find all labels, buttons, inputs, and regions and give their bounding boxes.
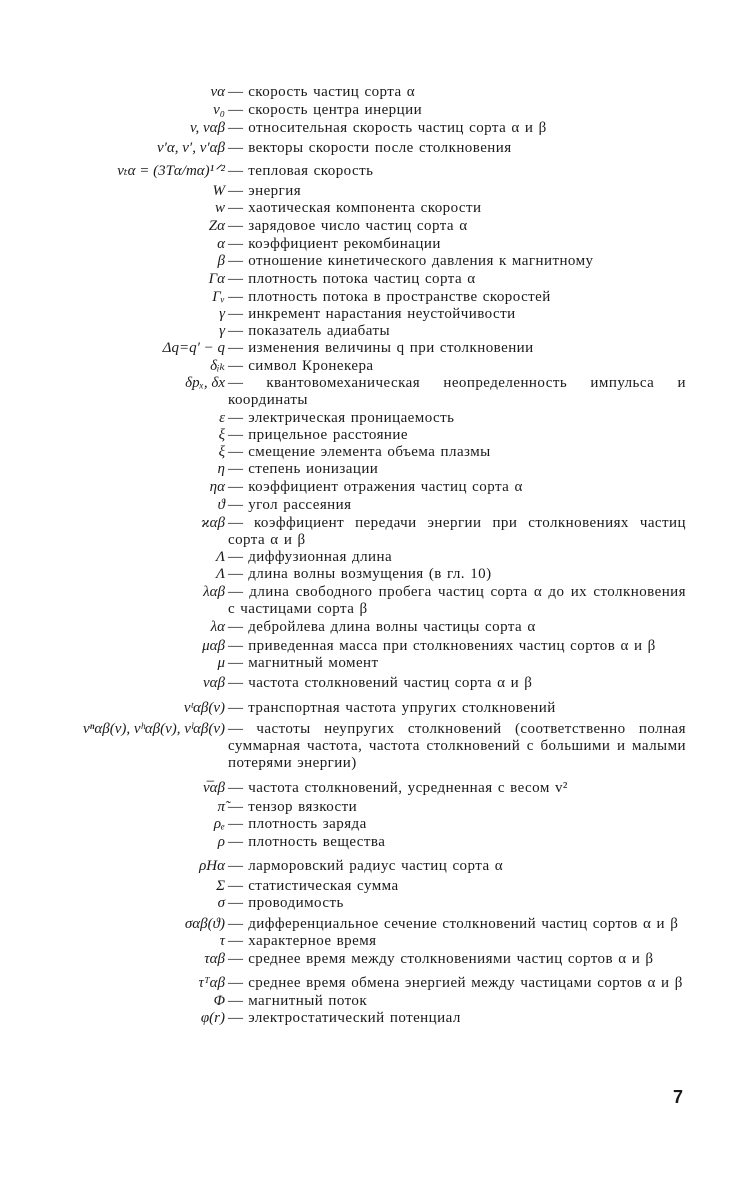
- notation-text: ларморовский радиус частиц сорта α: [248, 858, 504, 874]
- notation-symbol: μαβ: [202, 638, 225, 654]
- notation-description: [228, 619, 686, 636]
- notation-text: магнитный поток: [248, 993, 368, 1009]
- notation-symbol: vₜα = (3Tα/mα)¹ᐟ²: [117, 163, 225, 179]
- notation-description: [228, 236, 686, 253]
- notation-text: электрическая проницаемость: [248, 410, 455, 426]
- notation-entry: [0, 306, 756, 323]
- notation-text: магнитный момент: [248, 655, 379, 671]
- dash: —: [228, 858, 243, 874]
- notation-text: статистическая сумма: [248, 878, 399, 894]
- notation-entry: [0, 816, 756, 833]
- notation-symbol: γ: [219, 306, 225, 322]
- notation-description: [228, 895, 686, 912]
- notation-description: [228, 933, 686, 950]
- dash: —: [228, 479, 243, 495]
- dash: —: [228, 410, 243, 426]
- dash: —: [228, 218, 243, 234]
- dash: —: [228, 289, 243, 305]
- notation-text: изменения величины q при столкновении: [248, 340, 534, 356]
- notation-entry: [0, 120, 756, 137]
- dash: —: [228, 584, 243, 600]
- dash: —: [228, 253, 243, 269]
- notation-symbol: δᵢₖ: [210, 358, 225, 374]
- notation-text: скорость центра инерции: [248, 102, 423, 118]
- dash: —: [228, 951, 243, 967]
- dash: —: [228, 497, 243, 513]
- notation-description: [228, 358, 686, 375]
- notation-entry: [0, 102, 756, 119]
- notation-description: [228, 102, 686, 119]
- notation-text: векторы скорости после столкновения: [248, 140, 512, 156]
- notation-symbol: ϑ: [217, 497, 225, 513]
- notation-text: хаотическая компонента скорости: [248, 200, 482, 216]
- dash: —: [228, 933, 243, 949]
- dash: —: [228, 780, 243, 796]
- notation-symbol: vα: [210, 84, 225, 100]
- notation-text: частота столкновений, усредненная с весом v²: [248, 780, 568, 796]
- dash: —: [228, 975, 243, 991]
- notation-description: [228, 515, 686, 549]
- notation-entry: [0, 163, 756, 180]
- dash: —: [228, 102, 243, 118]
- notation-entry: [0, 638, 756, 655]
- notation-symbol: v, vαβ: [189, 120, 225, 136]
- notation-entry: [0, 358, 756, 375]
- notation-text: угол рассеяния: [248, 497, 352, 513]
- notation-symbol: τ: [219, 933, 225, 949]
- notation-description: [228, 916, 686, 933]
- notation-text: длина свободного пробега частиц сорта α до их столкновения с частицами сорта β: [228, 584, 687, 617]
- notation-entry: [0, 289, 756, 306]
- dash: —: [228, 655, 243, 671]
- notation-description: [228, 289, 686, 306]
- dash: —: [228, 340, 243, 356]
- notation-description: [228, 183, 686, 200]
- notation-symbol: v′α, v′, v′αβ: [156, 140, 225, 156]
- notation-symbol: Φ: [213, 993, 225, 1009]
- notation-entry: [0, 427, 756, 444]
- notation-symbol: Γα: [208, 271, 225, 287]
- notation-description: [228, 479, 686, 496]
- notation-symbol: π̃: [217, 799, 225, 815]
- notation-symbol: λαβ: [203, 584, 225, 600]
- notation-entry: [0, 951, 756, 968]
- notation-symbol: τᵀαβ: [198, 975, 225, 991]
- dash: —: [228, 619, 243, 635]
- notation-entry: [0, 878, 756, 895]
- notation-entry: [0, 340, 756, 357]
- notation-list: [0, 84, 756, 1027]
- notation-entry: [0, 675, 756, 692]
- dash: —: [228, 916, 243, 932]
- dash: —: [228, 183, 243, 199]
- notation-symbol: δpₓ, δx: [185, 375, 225, 391]
- notation-description: [228, 721, 686, 772]
- notation-symbol: ρ: [217, 834, 225, 850]
- dash: —: [228, 515, 243, 531]
- dash: —: [228, 444, 243, 460]
- notation-entry: [0, 721, 756, 772]
- notation-symbol: σαβ(ϑ): [184, 916, 225, 932]
- notation-symbol: β: [217, 253, 225, 269]
- notation-description: [228, 253, 686, 270]
- notation-symbol: μ: [217, 655, 225, 671]
- notation-text: дифференциальное сечение столкновений частиц сортов α и β: [248, 916, 679, 932]
- notation-text: частоты неупругих столкновений (соответственно полная суммарная частота, частота столкновений с большими и малыми потерями энергии): [228, 721, 686, 771]
- notation-text: относительная скорость частиц сорта α и β: [248, 120, 547, 136]
- notation-symbol: Zα: [208, 218, 225, 234]
- dash: —: [228, 271, 243, 287]
- dash: —: [228, 236, 243, 252]
- dash: —: [228, 140, 243, 156]
- notation-symbol: ηα: [209, 479, 225, 495]
- notation-entry: [0, 993, 756, 1010]
- notation-text: среднее время обмена энергией между частицами сортов α и β: [248, 975, 683, 991]
- notation-description: [228, 780, 686, 797]
- notation-entry: [0, 410, 756, 427]
- notation-symbol: v₀: [213, 102, 225, 118]
- notation-text: приведенная масса при столкновениях частиц сортов α и β: [248, 638, 656, 654]
- dash: —: [228, 993, 243, 1009]
- dash: —: [228, 834, 243, 850]
- notation-symbol: νᵗαβ(v): [183, 700, 225, 716]
- notation-symbol: λα: [210, 619, 225, 635]
- notation-symbol: Γᵥ: [212, 289, 225, 305]
- notation-symbol: φ(r): [200, 1010, 225, 1026]
- notation-text: энергия: [248, 183, 302, 199]
- notation-text: скорость частиц сорта α: [248, 84, 416, 100]
- notation-text: среднее время между столкновениями частиц сортов α и β: [248, 951, 654, 967]
- notation-description: [228, 834, 686, 851]
- notation-description: [228, 163, 686, 180]
- notation-text: плотность потока частиц сорта α: [248, 271, 476, 287]
- page-number: 7: [672, 1087, 683, 1107]
- notation-description: [228, 461, 686, 478]
- notation-description: [228, 271, 686, 288]
- notation-description: [228, 549, 686, 566]
- dash: —: [228, 566, 243, 582]
- notation-entry: [0, 895, 756, 912]
- notation-entry: [0, 933, 756, 950]
- notation-entry: [0, 780, 756, 797]
- notation-text: тензор вязкости: [248, 799, 358, 815]
- notation-description: [228, 323, 686, 340]
- notation-text: инкремент нарастания неустойчивости: [248, 306, 516, 322]
- notation-text: частота столкновений частиц сорта α и β: [248, 675, 533, 691]
- notation-description: [228, 675, 686, 692]
- notation-description: [228, 858, 686, 875]
- notation-text: электростатический потенциал: [248, 1010, 461, 1026]
- notation-entry: [0, 375, 756, 409]
- dash: —: [228, 163, 243, 179]
- notation-description: [228, 584, 686, 618]
- notation-text: показатель адиабаты: [248, 323, 390, 339]
- notation-description: [228, 993, 686, 1010]
- notation-text: тепловая скорость: [248, 163, 374, 179]
- notation-entry: [0, 549, 756, 566]
- notation-symbol: ξ: [218, 444, 225, 460]
- dash: —: [228, 358, 243, 374]
- notation-symbol: νⁿαβ(v), νʰαβ(v), νˡαβ(v): [83, 721, 225, 737]
- notation-symbol: w: [214, 200, 225, 216]
- notation-text: символ Кронекера: [248, 358, 374, 374]
- dash: —: [228, 549, 243, 565]
- notation-symbol: ϰαβ: [201, 515, 225, 531]
- dash: —: [228, 799, 243, 815]
- dash: —: [228, 120, 243, 136]
- dash: —: [228, 461, 243, 477]
- notation-entry: [0, 834, 756, 851]
- notation-description: [228, 140, 686, 157]
- dash: —: [228, 427, 243, 443]
- notation-description: [228, 700, 686, 717]
- dash: —: [228, 895, 243, 911]
- notation-symbol: Λ: [215, 566, 225, 582]
- notation-entry: [0, 584, 756, 618]
- notation-entry: [0, 271, 756, 288]
- notation-text: коэффициент отражения частиц сорта α: [248, 479, 523, 495]
- notation-text: диффузионная длина: [248, 549, 393, 565]
- notation-entry: [0, 566, 756, 583]
- dash: —: [228, 323, 243, 339]
- notation-description: [228, 975, 686, 992]
- notation-text: характерное время: [248, 933, 377, 949]
- notation-symbol: W: [212, 183, 225, 199]
- notation-entry: [0, 444, 756, 461]
- dash: —: [228, 675, 243, 691]
- notation-entry: [0, 916, 756, 933]
- notation-entry: [0, 858, 756, 875]
- notation-text: отношение кинетического давления к магнитному: [248, 253, 594, 269]
- notation-symbol: σ: [217, 895, 225, 911]
- notation-description: [228, 375, 686, 409]
- notation-text: смещение элемента объема плазмы: [248, 444, 491, 460]
- notation-description: [228, 497, 686, 514]
- notation-description: [228, 427, 686, 444]
- dash: —: [228, 306, 243, 322]
- notation-entry: [0, 700, 756, 717]
- notation-text: прицельное расстояние: [248, 427, 408, 443]
- notation-description: [228, 444, 686, 461]
- notation-entry: [0, 515, 756, 549]
- notation-text: дебройлева длина волны частицы сорта α: [248, 619, 536, 635]
- notation-symbol: η: [217, 461, 225, 477]
- notation-entry: [0, 799, 756, 816]
- notation-text: зарядовое число частиц сорта α: [248, 218, 468, 234]
- notation-text: плотность потока в пространстве скоростей: [248, 289, 551, 305]
- notation-description: [228, 340, 686, 357]
- notation-description: [228, 1010, 686, 1027]
- notation-text: коэффициент рекомбинации: [248, 236, 441, 252]
- notation-entry: [0, 84, 756, 101]
- notation-description: [228, 655, 686, 672]
- notation-text: проводимость: [248, 895, 344, 911]
- notation-symbol: ναβ: [202, 675, 225, 691]
- notation-entry: [0, 479, 756, 496]
- notation-description: [228, 84, 686, 101]
- notation-description: [228, 566, 686, 583]
- notation-entry: [0, 236, 756, 253]
- notation-symbol: ξ: [218, 427, 225, 443]
- notation-symbol: γ: [219, 323, 225, 339]
- notation-symbol: ε: [219, 410, 225, 426]
- notation-symbol: Δq=q′ − q: [162, 340, 225, 356]
- notation-description: [228, 120, 686, 137]
- notation-symbol: Λ: [215, 549, 225, 565]
- dash: —: [228, 375, 243, 391]
- notation-entry: [0, 200, 756, 217]
- dash: —: [228, 84, 243, 100]
- dash: —: [228, 638, 243, 654]
- notation-description: [228, 306, 686, 323]
- dash: —: [228, 200, 243, 216]
- notation-description: [228, 799, 686, 816]
- dash: —: [228, 1010, 243, 1026]
- notation-symbol: α: [217, 236, 225, 252]
- notation-text: длина волны возмущения (в гл. 10): [248, 566, 492, 582]
- notation-entry: [0, 323, 756, 340]
- notation-text: коэффициент передачи энергии при столкновениях частиц сорта α и β: [228, 515, 686, 548]
- notation-description: [228, 218, 686, 235]
- notation-entry: [0, 253, 756, 270]
- notation-entry: [0, 619, 756, 636]
- notation-description: [228, 638, 686, 655]
- notation-text: квантовомеханическая неопределенность импульса и координаты: [228, 375, 687, 408]
- notation-entry: [0, 140, 756, 157]
- notation-text: плотность вещества: [248, 834, 386, 850]
- notation-text: степень ионизации: [248, 461, 379, 477]
- notation-entry: [0, 975, 756, 992]
- notation-entry: [0, 218, 756, 235]
- notation-text: плотность заряда: [248, 816, 367, 832]
- notation-text: транспортная частота упругих столкновений: [248, 700, 556, 716]
- notation-entry: [0, 1010, 756, 1027]
- notation-description: [228, 878, 686, 895]
- notation-description: [228, 951, 686, 968]
- dash: —: [228, 721, 243, 737]
- notation-symbol: ταβ: [204, 951, 225, 967]
- notation-description: [228, 816, 686, 833]
- dash: —: [228, 816, 243, 832]
- notation-symbol: ρₑ: [213, 816, 225, 832]
- notation-entry: [0, 183, 756, 200]
- notation-description: [228, 410, 686, 427]
- notation-symbol: ν̅αβ: [202, 780, 225, 796]
- dash: —: [228, 700, 243, 716]
- notation-symbol: Σ: [216, 878, 225, 894]
- notation-symbol: ρHα: [199, 858, 225, 874]
- notation-entry: [0, 655, 756, 672]
- notation-entry: [0, 461, 756, 478]
- notation-entry: [0, 497, 756, 514]
- dash: —: [228, 878, 243, 894]
- notation-description: [228, 200, 686, 217]
